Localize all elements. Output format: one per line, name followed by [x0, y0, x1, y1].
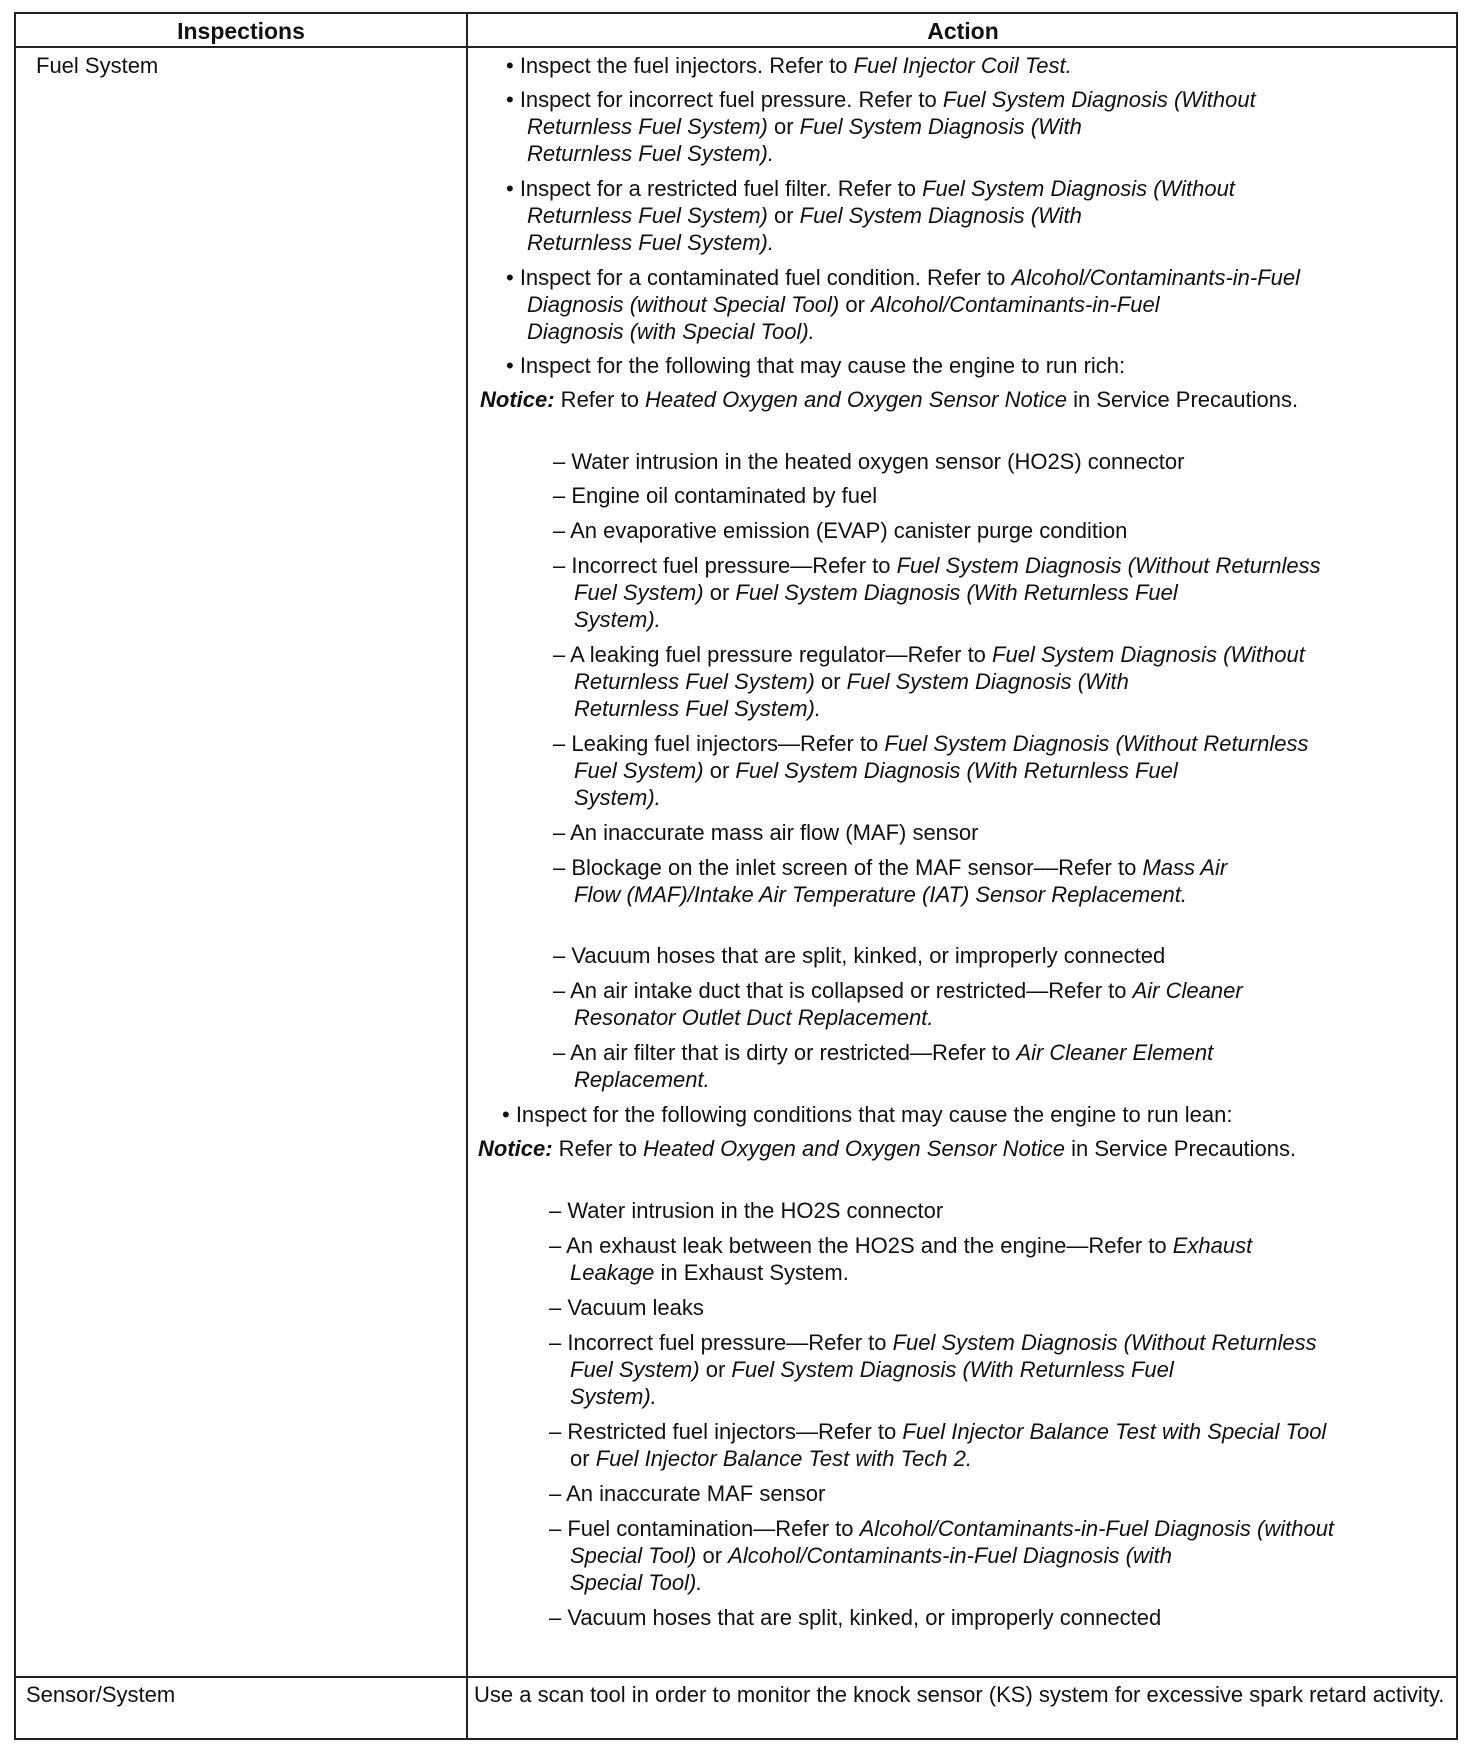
- list-item: Fuel System) or Fuel System Diagnosis (With Returnless Fuel: [574, 758, 1178, 783]
- action-line: Returnless Fuel System) or Fuel System Diagnosis (With: [527, 114, 1082, 139]
- reference: Fuel System): [570, 1357, 700, 1382]
- list-item: – Vacuum leaks: [549, 1295, 704, 1320]
- notice: Notice: Refer to Heated Oxygen and Oxygen Sensor Notice in Service Precautions.: [480, 387, 1299, 412]
- reference: Alcohol/Contaminants-in-Fuel: [871, 292, 1160, 317]
- list-item: Fuel System) or Fuel System Diagnosis (With Returnless Fuel: [574, 580, 1178, 605]
- list-item: Leakage in Exhaust System.: [570, 1260, 849, 1285]
- reference: Fuel Injector Balance Test with Special Tool: [902, 1419, 1327, 1444]
- list-item: – Leaking fuel injectors—Refer to Fuel System Diagnosis (Without Returnless: [553, 731, 1309, 756]
- notice: Notice: Refer to Heated Oxygen and Oxygen Sensor Notice in Service Precautions.: [478, 1136, 1297, 1161]
- reference: Fuel System Diagnosis (With Returnless Fuel: [731, 1357, 1174, 1382]
- action-line: • Inspect for the following that may cause the engine to run rich:: [506, 353, 1126, 378]
- reference: Special Tool): [570, 1543, 697, 1568]
- reference: Air Cleaner Element: [1016, 1040, 1214, 1065]
- action-line: [527, 140, 774, 167]
- header-divider: [16, 46, 1456, 48]
- reference: Returnless Fuel System).: [574, 696, 821, 721]
- reference: System).: [574, 785, 661, 810]
- reference: Heated Oxygen and Oxygen Sensor Notice: [645, 387, 1067, 412]
- reference: Fuel System Diagnosis (With: [799, 114, 1082, 139]
- reference: Fuel System Diagnosis (With: [799, 203, 1082, 228]
- list-item: – An evaporative emission (EVAP) canister purge condition: [553, 518, 1128, 543]
- list-item: [570, 1569, 702, 1596]
- list-item: – Incorrect fuel pressure—Refer to Fuel System Diagnosis (Without Returnless: [553, 553, 1321, 578]
- inspection-sensor-system: Sensor/System: [26, 1682, 176, 1707]
- action-line: [527, 229, 774, 256]
- action-line: • Inspect for the following conditions that may cause the engine to run lean:: [502, 1102, 1233, 1127]
- reference: Returnless Fuel System).: [527, 141, 774, 166]
- column-header-action: Action: [927, 18, 999, 44]
- list-item: – An exhaust leak between the HO2S and the engine—Refer to Exhaust: [549, 1233, 1253, 1258]
- reference: Fuel System): [574, 580, 704, 605]
- reference: Alcohol/Contaminants-in-Fuel Diagnosis (without: [859, 1516, 1335, 1541]
- list-item: – Restricted fuel injectors—Refer to Fuel Injector Balance Test with Special Tool: [549, 1419, 1327, 1444]
- list-item: – An inaccurate MAF sensor: [549, 1481, 826, 1506]
- reference: Air Cleaner: [1132, 978, 1243, 1003]
- list-item: [574, 695, 821, 722]
- list-item: [570, 1383, 657, 1410]
- column-divider: [466, 14, 468, 1738]
- reference: Replacement.: [574, 1067, 710, 1092]
- inspection-fuel-system: Fuel System: [36, 53, 159, 78]
- reference: Fuel System Diagnosis (Without Returnless: [884, 731, 1309, 756]
- list-item: – An air filter that is dirty or restricted—Refer to Air Cleaner Element: [553, 1040, 1214, 1065]
- reference: Fuel System Diagnosis (Without Returnless: [892, 1330, 1317, 1355]
- list-item: [574, 606, 661, 633]
- action-line: • Inspect for incorrect fuel pressure. Refer to Fuel System Diagnosis (Without: [506, 87, 1256, 112]
- list-item: [574, 1004, 934, 1031]
- action-line: Diagnosis (without Special Tool) or Alcohol/Contaminants-in-Fuel: [527, 292, 1160, 317]
- reference: Fuel Injector Balance Test with Tech 2.: [595, 1446, 972, 1471]
- list-item: or Fuel Injector Balance Test with Tech 2.: [570, 1446, 972, 1471]
- reference: Resonator Outlet Duct Replacement.: [574, 1005, 934, 1030]
- reference: Flow (MAF)/Intake Air Temperature (IAT) Sensor Replacement.: [574, 882, 1187, 907]
- reference: Returnless Fuel System): [527, 203, 768, 228]
- list-item: – Vacuum hoses that are split, kinked, or improperly connected: [549, 1605, 1162, 1630]
- reference: Fuel Injector Coil Test.: [853, 53, 1072, 78]
- action-line: • Inspect for a restricted fuel filter. Refer to Fuel System Diagnosis (Without: [506, 176, 1235, 201]
- list-item: – A leaking fuel pressure regulator—Refer to Fuel System Diagnosis (Without: [553, 642, 1305, 667]
- action-line: • Inspect for a contaminated fuel condition. Refer to Alcohol/Contaminants-in-Fuel: [506, 265, 1301, 290]
- reference: Fuel System Diagnosis (Without Returnless: [896, 553, 1321, 578]
- action-line: Returnless Fuel System) or Fuel System Diagnosis (With: [527, 203, 1082, 228]
- list-item: [574, 881, 1187, 908]
- reference: Returnless Fuel System).: [527, 230, 774, 255]
- list-item: Fuel System) or Fuel System Diagnosis (With Returnless Fuel: [570, 1357, 1174, 1382]
- list-item: [574, 1066, 710, 1093]
- reference: Exhaust: [1172, 1233, 1253, 1258]
- list-item: Returnless Fuel System) or Fuel System Diagnosis (With: [574, 669, 1129, 694]
- reference: Fuel System Diagnosis (With Returnless Fuel: [735, 580, 1178, 605]
- action-sensor-system: Use a scan tool in order to monitor the knock sensor (KS) system for excessive spark retard activity.: [474, 1682, 1445, 1707]
- reference: Special Tool).: [570, 1570, 703, 1595]
- row-divider: [16, 1676, 1456, 1678]
- list-item: Special Tool) or Alcohol/Contaminants-in-Fuel Diagnosis (with: [570, 1543, 1173, 1568]
- reference: Leakage: [570, 1260, 655, 1285]
- reference: Diagnosis (with Special Tool).: [527, 319, 815, 344]
- reference: Returnless Fuel System): [574, 669, 815, 694]
- list-item: [574, 784, 661, 811]
- reference: Fuel System): [574, 758, 704, 783]
- reference: Fuel System Diagnosis (With Returnless Fuel: [735, 758, 1178, 783]
- list-item: – Vacuum hoses that are split, kinked, or improperly connected: [553, 943, 1166, 968]
- column-header-inspections: Inspections: [177, 18, 305, 44]
- reference: Fuel System Diagnosis (Without: [942, 87, 1256, 112]
- list-item: – Fuel contamination—Refer to Alcohol/Contaminants-in-Fuel Diagnosis (without: [549, 1516, 1335, 1541]
- action-line: • Inspect the fuel injectors. Refer to Fuel Injector Coil Test.: [506, 53, 1072, 78]
- list-item: – Water intrusion in the heated oxygen sensor (HO2S) connector: [553, 449, 1185, 474]
- list-item: – Water intrusion in the HO2S connector: [549, 1198, 944, 1223]
- reference: Heated Oxygen and Oxygen Sensor Notice: [643, 1136, 1065, 1161]
- reference: System).: [570, 1384, 657, 1409]
- reference: System).: [574, 607, 661, 632]
- inspection-table: [14, 12, 1458, 1740]
- reference: Fuel System Diagnosis (Without: [992, 642, 1305, 667]
- reference: Returnless Fuel System): [527, 114, 768, 139]
- reference: Mass Air: [1142, 855, 1228, 880]
- reference: Fuel System Diagnosis (Without: [922, 176, 1235, 201]
- reference: Alcohol/Contaminants-in-Fuel: [1011, 265, 1301, 290]
- list-item: – An inaccurate mass air flow (MAF) sensor: [553, 820, 979, 845]
- reference: Diagnosis (without Special Tool): [527, 292, 840, 317]
- list-item: – Blockage on the inlet screen of the MAF sensor––Refer to Mass Air: [553, 855, 1228, 880]
- reference: Alcohol/Contaminants-in-Fuel Diagnosis (with: [728, 1543, 1173, 1568]
- list-item: – Engine oil contaminated by fuel: [553, 483, 878, 508]
- action-line: [527, 318, 815, 345]
- list-item: – Incorrect fuel pressure—Refer to Fuel System Diagnosis (Without Returnless: [549, 1330, 1317, 1355]
- reference: Fuel System Diagnosis (With: [846, 669, 1129, 694]
- list-item: – An air intake duct that is collapsed or restricted—Refer to Air Cleaner: [553, 978, 1243, 1003]
